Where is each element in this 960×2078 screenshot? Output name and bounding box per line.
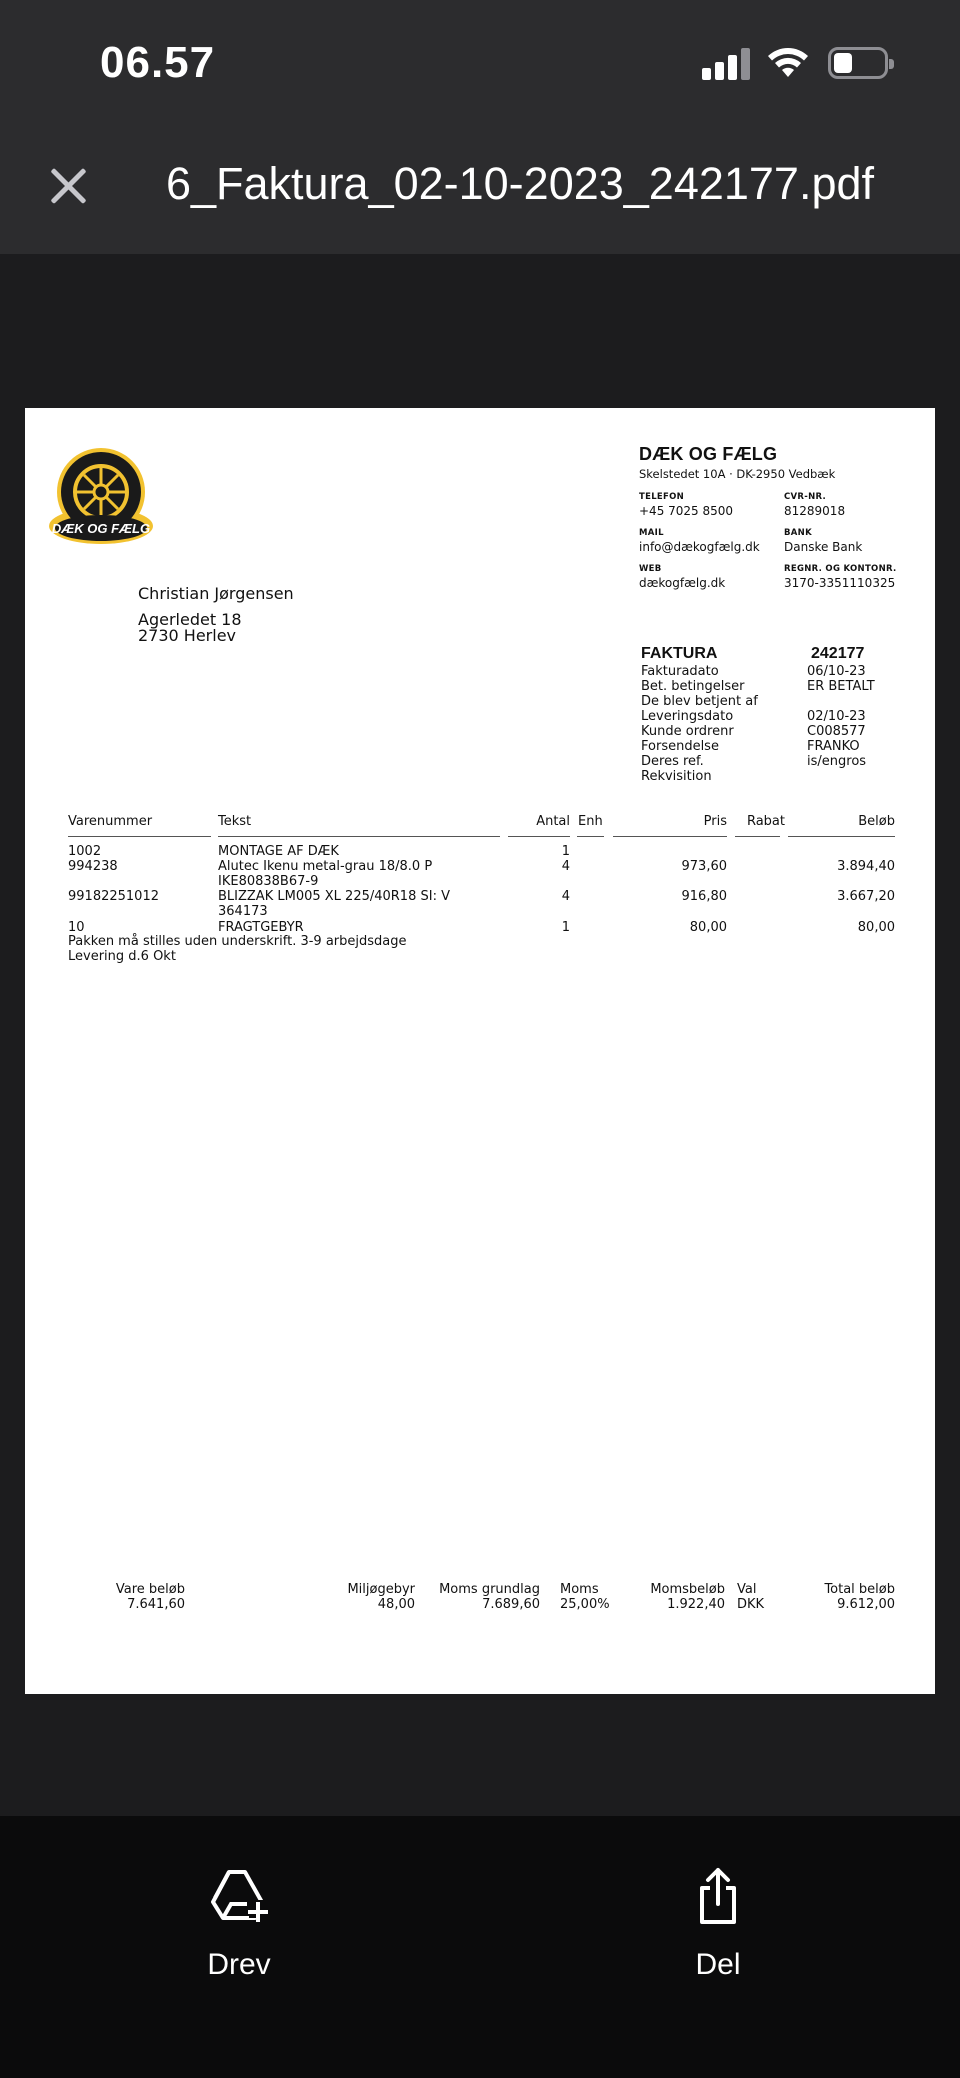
customer-name: Christian Jørgensen <box>138 584 294 603</box>
info-phone: TELEFON +45 7025 8500 <box>639 492 734 518</box>
divider <box>68 836 211 837</box>
delivery-note: Levering d.6 Okt <box>68 949 176 964</box>
divider <box>735 836 780 837</box>
close-icon[interactable] <box>40 158 96 214</box>
customer-street: Agerledet 18 <box>138 610 242 629</box>
col-header-belob: Beløb <box>858 814 895 829</box>
total-value: 48,00 <box>377 1597 415 1612</box>
customer-address <box>138 586 294 644</box>
col-header-pris: Pris <box>703 814 727 829</box>
bottom-action-bar <box>0 1816 960 2078</box>
status-bar <box>0 0 960 120</box>
invoice-number: 242177 <box>811 645 865 662</box>
col-header-antal: Antal <box>536 814 570 829</box>
status-time: 06.57 <box>100 38 216 87</box>
pdf-page: DÆK OG FÆLG DÆK OG FÆLG Skelstedet 10A · DK-2950 Vedbæk TELEFON +45 7025 8500 CVR-NR. 81289018 MAIL info@dækogfælg.dk BANK Danske Bank WEB dækogfælg.dk REGNR. OG KONTONR. 3170-3351110325 Christian Jørgensen Agerledet 18 2730 Herlev FAKTURA 242177 Fakturadato 06/10-23 Bet. betingelser ER BETALT De blev betjent af Leveringsdato 02/10-23 Kunde ordrenr C008577 Forsendelse FRANKO Deres ref. is/engros Rekvisition Varenummer Tekst Antal Enh Pris Rabat Beløb 1002 MONTAGE AF DÆK 1 994238 Alutec Ikenu metal-grau 18/8.0 P IKE80838B67-9 4 973,60 3.894,40 99182251012 BLIZZAK LM005 XL 225/40R18 SI: V 364173 4 916,80 3.667,20 10 FRAGTGEBYR 1 80,00 80,00 Pakken må stilles uden underskrift. 3-9 arbejdsdage Levering d.6 Okt Vare beløb 7.641,60 Miljøgebyr 48,00 Moms grundlag 7.689,60 Moms 25,00% Momsbeløb 1.922,40 Val DKK Total beløb 9.612,00 <box>25 408 935 1694</box>
total-value: 25,00% <box>560 1597 610 1612</box>
company-address: Skelstedet 10A · DK-2950 Vedbæk <box>639 467 836 481</box>
divider <box>218 836 500 837</box>
info-web: WEB dækogfælg.dk <box>639 564 726 590</box>
company-name: DÆK OG FÆLG <box>639 444 778 464</box>
company-header <box>639 444 909 481</box>
total-label: Moms <box>560 1582 599 1597</box>
total-value: 7.689,60 <box>482 1597 540 1612</box>
logo-text: DÆK OG FÆLG <box>51 521 151 536</box>
drive-button[interactable] <box>139 1866 339 2006</box>
total-label: Momsbeløb <box>650 1582 725 1597</box>
col-header-rabat: Rabat <box>746 814 785 829</box>
total-label: Val <box>737 1582 757 1597</box>
total-label: Moms grundlag <box>439 1582 540 1597</box>
col-header-tekst: Tekst <box>218 814 252 829</box>
share-label: Del <box>695 1948 741 1981</box>
cellular-signal-icon <box>702 46 750 80</box>
battery-icon <box>828 47 888 79</box>
divider <box>508 836 570 837</box>
delivery-note: Pakken må stilles uden underskrift. 3-9 arbejdsdage <box>68 934 407 949</box>
share-button[interactable] <box>618 1866 818 2006</box>
customer-city: 2730 Herlev <box>138 626 237 645</box>
drive-add-icon <box>209 1866 269 1926</box>
total-value: DKK <box>737 1597 765 1612</box>
document-title: 6_Faktura_02-10-2023_242177.pdf <box>165 158 875 209</box>
divider <box>788 836 895 837</box>
wifi-icon <box>766 44 810 80</box>
share-icon <box>688 1866 748 1926</box>
info-mail: MAIL info@dækogfælg.dk <box>639 528 760 554</box>
invoice-title: FAKTURA <box>641 645 718 662</box>
total-value: 7.641,60 <box>127 1597 185 1612</box>
total-value: 1.922,40 <box>667 1597 725 1612</box>
total-label: Vare beløb <box>115 1582 185 1597</box>
divider <box>613 836 727 837</box>
col-header-enh: Enh <box>578 814 603 829</box>
info-cvr: CVR-NR. 81289018 <box>784 492 846 518</box>
divider <box>577 836 604 837</box>
drive-label: Drev <box>207 1948 271 1981</box>
total-label: Miljøgebyr <box>347 1582 415 1597</box>
title-bar <box>0 120 960 254</box>
col-header-varenummer: Varenummer <box>68 814 153 829</box>
total-label: Total beløb <box>824 1582 895 1597</box>
grand-total: 9.612,00 <box>837 1597 895 1612</box>
company-logo <box>47 446 157 556</box>
info-account: REGNR. OG KONTONR. 3170-3351110325 <box>784 564 897 590</box>
info-bank: BANK Danske Bank <box>784 528 863 554</box>
